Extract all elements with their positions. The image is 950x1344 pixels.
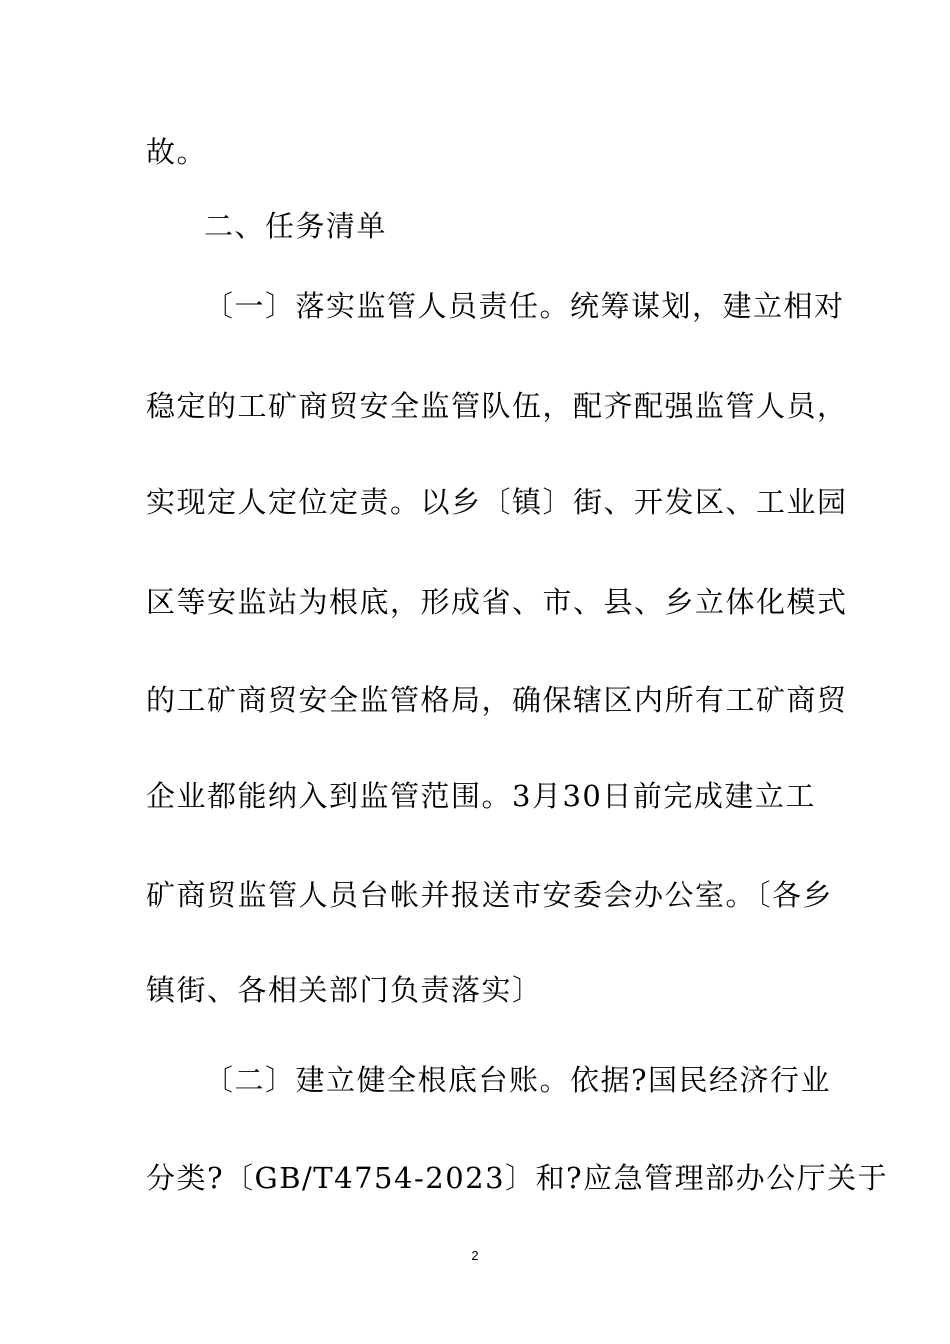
paragraph-1-line-6: 企业都能纳入到监管范围。3月30日前完成建立工 (146, 779, 816, 813)
paragraph-1-line-3: 实现定人定位定责。以乡〔镇〕街、开发区、工业园 (146, 485, 848, 519)
page-number: 2 (471, 1248, 479, 1263)
paragraph-1-line-4: 区等安监站为根底，形成省、市、县、乡立体化模式 (146, 585, 848, 619)
paragraph-1-line-2: 稳定的工矿商贸安全监管队伍，配齐配强监管人员， (146, 389, 848, 423)
text-line-1: 故。 (146, 135, 208, 169)
paragraph-1-line-7: 矿商贸监管人员台帐并报送市安委会办公室。〔各乡 (146, 878, 834, 912)
paragraph-2-line-2: 分类?〔GB/T4754-2023〕和?应急管理部办公厅关于 (146, 1161, 889, 1195)
paragraph-1-line-8: 镇街、各相关部门负责落实〕 (146, 973, 543, 1007)
section-heading: 二、任务清单 (204, 209, 388, 243)
paragraph-1-line-5: 的工矿商贸安全监管格局，确保辖区内所有工矿商贸 (146, 683, 848, 717)
paragraph-2-line-1: 〔二〕建立健全根底台账。依据?国民经济行业 (204, 1063, 832, 1097)
paragraph-1-line-1: 〔一〕落实监管人员责任。统筹谋划，建立相对 (204, 289, 845, 323)
